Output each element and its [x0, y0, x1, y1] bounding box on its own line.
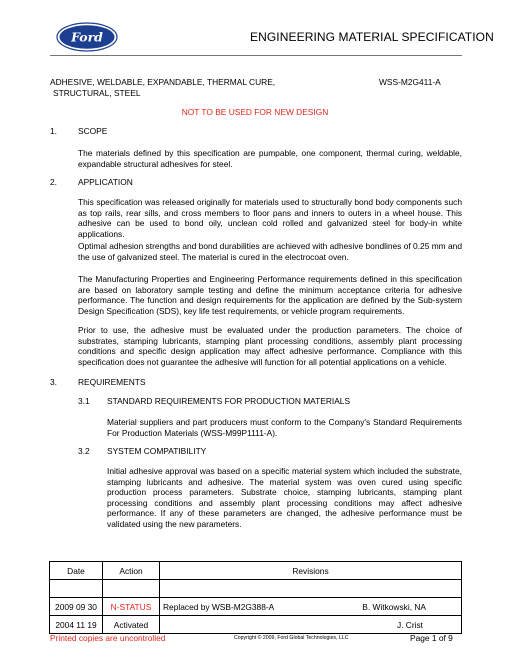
revision-details [160, 616, 462, 634]
revision-details [160, 598, 462, 616]
ford-logo [56, 22, 118, 52]
revision-author: B. Witkowski, NA [362, 601, 426, 612]
revision-description: Replaced by WSB-M2G388-A [163, 601, 275, 612]
status-notice: NOT TO BE USED FOR NEW DESIGN [181, 107, 329, 117]
header-divider [50, 55, 462, 56]
subsection-number-3-2: 3.2 [78, 446, 90, 456]
header-action: Action [103, 562, 160, 580]
header-title: ENGINEERING MATERIAL SPECIFICATION [250, 30, 494, 44]
section-heading-requirements: REQUIREMENTS [78, 377, 146, 387]
footer-uncontrolled-notice: Printed copies are uncontrolled [50, 633, 166, 643]
footer-copyright: Copyright © 2009, Ford Global Technologies, LLC [234, 635, 349, 641]
application-paragraph-3: The Manufacturing Properties and Engineering Performance requirements defined in this specification are based on laboratory sample testing and define the minimum acceptance criteria for adhesive performance. The function and design requirements for the application are defined by the Sub-system Design Specification (SDS), key life test requirements, or vehicle program requirements. [78, 274, 462, 316]
revision-author: J. Crist [396, 619, 423, 630]
section-heading-scope: SCOPE [78, 126, 108, 136]
document-number: WSS-M2G411-A [379, 77, 441, 87]
document-title-line2: STRUCTURAL, STEEL [53, 88, 141, 98]
application-paragraph-1: This specification was released originally for materials used to structurally bond body components such as top rails, rear sills, and cross members to floor pans and inners to outers in a wheel house. This adhesive can be used to bond oily, unclean cold rolled and galvanized steel for body-in white applications. [78, 197, 462, 239]
subsection-heading-3-1: STANDARD REQUIREMENTS FOR PRODUCTION MATERIALS [107, 396, 351, 406]
document-title [50, 77, 275, 99]
section-number-scope: 1. [50, 126, 57, 136]
application-paragraph-2: Optimal adhesion strengths and bond durabilities are achieved with adhesive bondlines of 0.25 mm and the use of galvanized steel. The material is cured in the electrocoat oven. [78, 241, 462, 262]
revision-date: 2004 11 19 [50, 616, 103, 634]
scope-paragraph: The materials defined by this specification are pumpable, one component, thermal curing, weldable, expandable structural adhesives for steel. [78, 148, 462, 169]
revision-action: N-STATUS [103, 598, 160, 616]
section-heading-application: APPLICATION [78, 177, 133, 187]
header-revisions: Revisions [160, 562, 462, 580]
table-row [50, 616, 462, 634]
subsection-3-1-paragraph: Material suppliers and part producers must conform to the Company's Standard Requirements For Production Materials (WSS-M99P1111-A). [107, 417, 462, 438]
revisions-blank-row [50, 580, 462, 598]
header-date: Date [50, 562, 103, 580]
table-row [50, 598, 462, 616]
ford-logo-text: Ford [71, 29, 103, 45]
revision-action: Activated [103, 616, 160, 634]
subsection-3-2-paragraph: Initial adhesive approval was based on a specific material system which included the substrate, stamping lubricants and adhesive. The material system was oven cured using specific production process parameters. Substrate choice, stamping lubricants, stamping plant processing conditions and assembly plant processing conditions may affect adhesive performance. If any of these parameters are changed, the adhesive performance must be validated using the new parameters. [107, 466, 462, 529]
subsection-number-3-1: 3.1 [78, 396, 90, 406]
application-paragraph-4: Prior to use, the adhesive must be evaluated under the production parameters. The choice of substrates, stamping lubricants, stamping plant processing conditions, assembly plant processing conditions and specific design application may affect adhesive performance. Compliance with this specification does not guarantee the adhesive will function for all potential applications on a vehicle. [78, 325, 462, 367]
revisions-table [49, 561, 462, 634]
revision-date: 2009 09 30 [50, 598, 103, 616]
subsection-heading-3-2: SYSTEM COMPATIBILITY [107, 446, 207, 456]
section-number-application: 2. [50, 177, 57, 187]
revisions-header-row [50, 562, 462, 580]
section-number-requirements: 3. [50, 377, 57, 387]
footer-page-number: Page 1 of 9 [410, 633, 453, 643]
document-title-line1: ADHESIVE, WELDABLE, EXPANDABLE, THERMAL CURE, [50, 77, 276, 87]
